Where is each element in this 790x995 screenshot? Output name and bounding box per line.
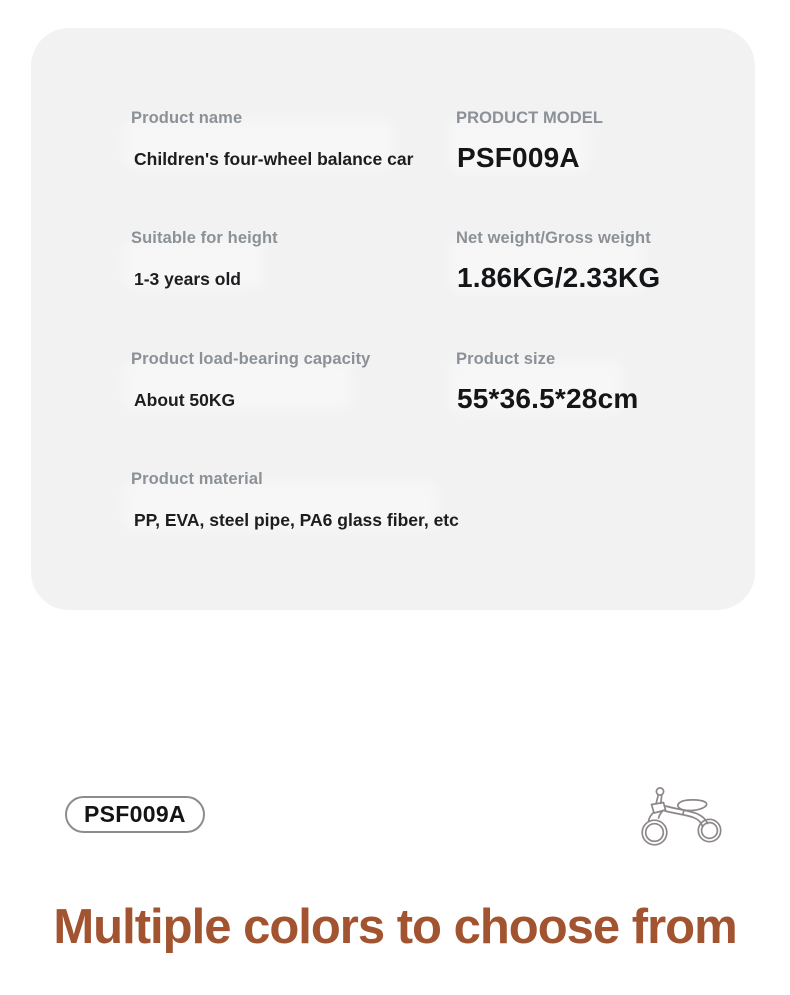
spec-label: Net weight/Gross weight [456, 229, 651, 247]
spec-product-material [131, 470, 459, 531]
model-badge-label: PSF009A [84, 801, 186, 827]
spec-value: PSF009A [457, 142, 580, 173]
spec-label: PRODUCT MODEL [456, 109, 604, 127]
section-heading: Multiple colors to choose from [53, 900, 737, 954]
model-badge [65, 796, 205, 833]
spec-label: Product size [456, 350, 556, 368]
spec-weight [456, 229, 660, 294]
spec-value: 1-3 years old [134, 269, 241, 289]
spec-load-capacity [131, 350, 370, 411]
spec-value: About 50KG [134, 390, 236, 410]
spec-product-model [456, 109, 603, 174]
spec-label: Suitable for height [131, 229, 278, 247]
spec-label: Product name [131, 109, 243, 127]
spec-value: Children's four-wheel balance car [134, 149, 414, 169]
spec-label: Product material [131, 470, 263, 488]
spec-label: Product load-bearing capacity [131, 350, 371, 368]
spec-card [31, 28, 755, 610]
spec-value: PP, EVA, steel pipe, PA6 glass fiber, etc [134, 510, 459, 530]
spec-value: 55*36.5*28cm [457, 383, 639, 414]
spec-product-size [456, 350, 638, 415]
spec-value: 1.86KG/2.33KG [457, 262, 661, 293]
spec-suitable-height [131, 229, 278, 290]
spec-product-name [131, 109, 413, 170]
balance-bike-icon [632, 780, 758, 860]
